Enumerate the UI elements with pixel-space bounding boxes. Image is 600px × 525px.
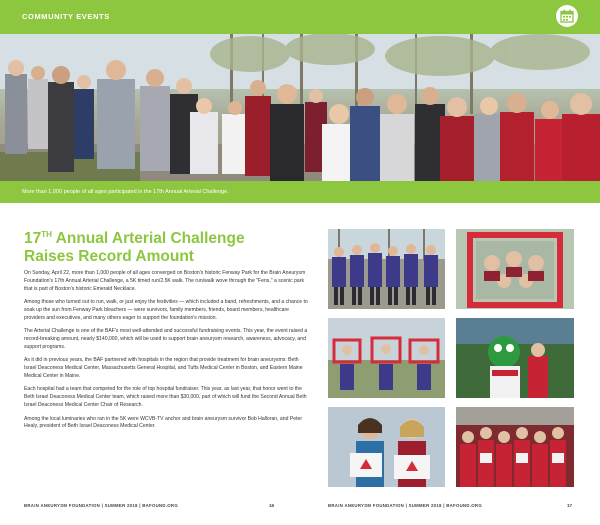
section-header-bar bbox=[0, 0, 600, 34]
hero-crowd-photo bbox=[0, 34, 600, 181]
article-paragraph: Each hospital had a team that competed for the role of top hospital fundraiser. This year, as last year, that honor went to the Beth Israel Deaconess Medical Center team, which raised more than $30,000, part of which will fund the Second Annual Beth Israel Deaconess Medical Center Chair of Research. bbox=[24, 386, 307, 409]
footer-right: BRAIN ANEURYSM FOUNDATION | SUMMER 2018 | BAFOUND.ORG bbox=[328, 503, 482, 508]
calendar-badge bbox=[556, 5, 578, 27]
article-paragraph: On Sunday, April 22, more than 1,000 people of all ages converged on Boston's historic Fenway Park for the Brain Aneurysm Foundation's 17th Annual Arterial Challenge, a 5K timed run/2.5K walk. The run/walk wove through the "Fens," a scenic park that is part of Boston's historic Emerald Necklace. bbox=[24, 270, 306, 292]
footer-left: BRAIN ANEURYSM FOUNDATION | SUMMER 2018 | BAFOUND.ORG bbox=[24, 503, 178, 508]
frames-group-illustration bbox=[328, 318, 445, 398]
article-paragraph: As it did in previous years, the BAF partnered with hospitals in the region that provide treatment for brain aneurysms: Beth Israel Deaconess Medical Center, Massachusetts General Hospital, and Tufts Medical Center in Boston, and Eastern Maine Medical Center in Maine. bbox=[24, 357, 303, 380]
crowd-illustration bbox=[0, 34, 600, 181]
hero-caption: More than 1,000 people of all ages participated in the 17th Annual Arterial Challenge. bbox=[22, 189, 229, 195]
photo-mascot bbox=[456, 318, 574, 398]
article-paragraph: Among those who turned out to run, walk, or just enjoy the festivities — which included a band, refreshments, and a chance to soak up the sun from Fenway Park bleachers — were survivors, family members, friends, board members, healthcare providers and executives, and many others eager to support the foundation's mission. bbox=[24, 299, 308, 321]
photo-runners-group bbox=[328, 229, 445, 309]
photo-survivor-signs bbox=[328, 407, 445, 487]
article-body bbox=[24, 270, 310, 437]
title-ordinal-suffix: TH bbox=[41, 230, 52, 239]
section-label: COMMUNITY EVENTS bbox=[22, 12, 110, 21]
photo-frames-group bbox=[328, 318, 445, 398]
article-title bbox=[24, 226, 314, 266]
calendar-icon bbox=[560, 9, 574, 23]
runners-group-illustration bbox=[328, 229, 445, 309]
title-line2: Raises Record Amount bbox=[24, 248, 194, 266]
hospital-team-illustration bbox=[456, 407, 574, 487]
article-paragraph: The Arterial Challenge is one of the BAF's most well-attended and successful fundraising events. This year, the event raised a record-breaking amount, nearly $140,000, which will be used to support brain aneurysm research, awareness, advocacy, and support programs. bbox=[24, 328, 308, 351]
page-number-left: 16 bbox=[269, 503, 275, 508]
frame-selfie-illustration bbox=[456, 229, 574, 309]
page-number-right: 17 bbox=[567, 503, 573, 508]
title-line1: Annual Arterial Challenge bbox=[51, 230, 245, 248]
mascot-illustration bbox=[456, 318, 574, 398]
article-paragraph: Among the local luminaries who ran in the 5K were WCVB-TV anchor and brain aneurysm survivor Bob Halloran, and Peter Healy, president of Beth Israel Deaconess Medical Center. bbox=[24, 415, 303, 430]
photo-frame-selfie bbox=[456, 229, 574, 309]
survivor-signs-illustration bbox=[328, 407, 445, 487]
hero-caption-bar bbox=[0, 181, 600, 203]
title-ordinal-number: 17 bbox=[24, 230, 42, 248]
photo-hospital-team bbox=[456, 407, 574, 487]
